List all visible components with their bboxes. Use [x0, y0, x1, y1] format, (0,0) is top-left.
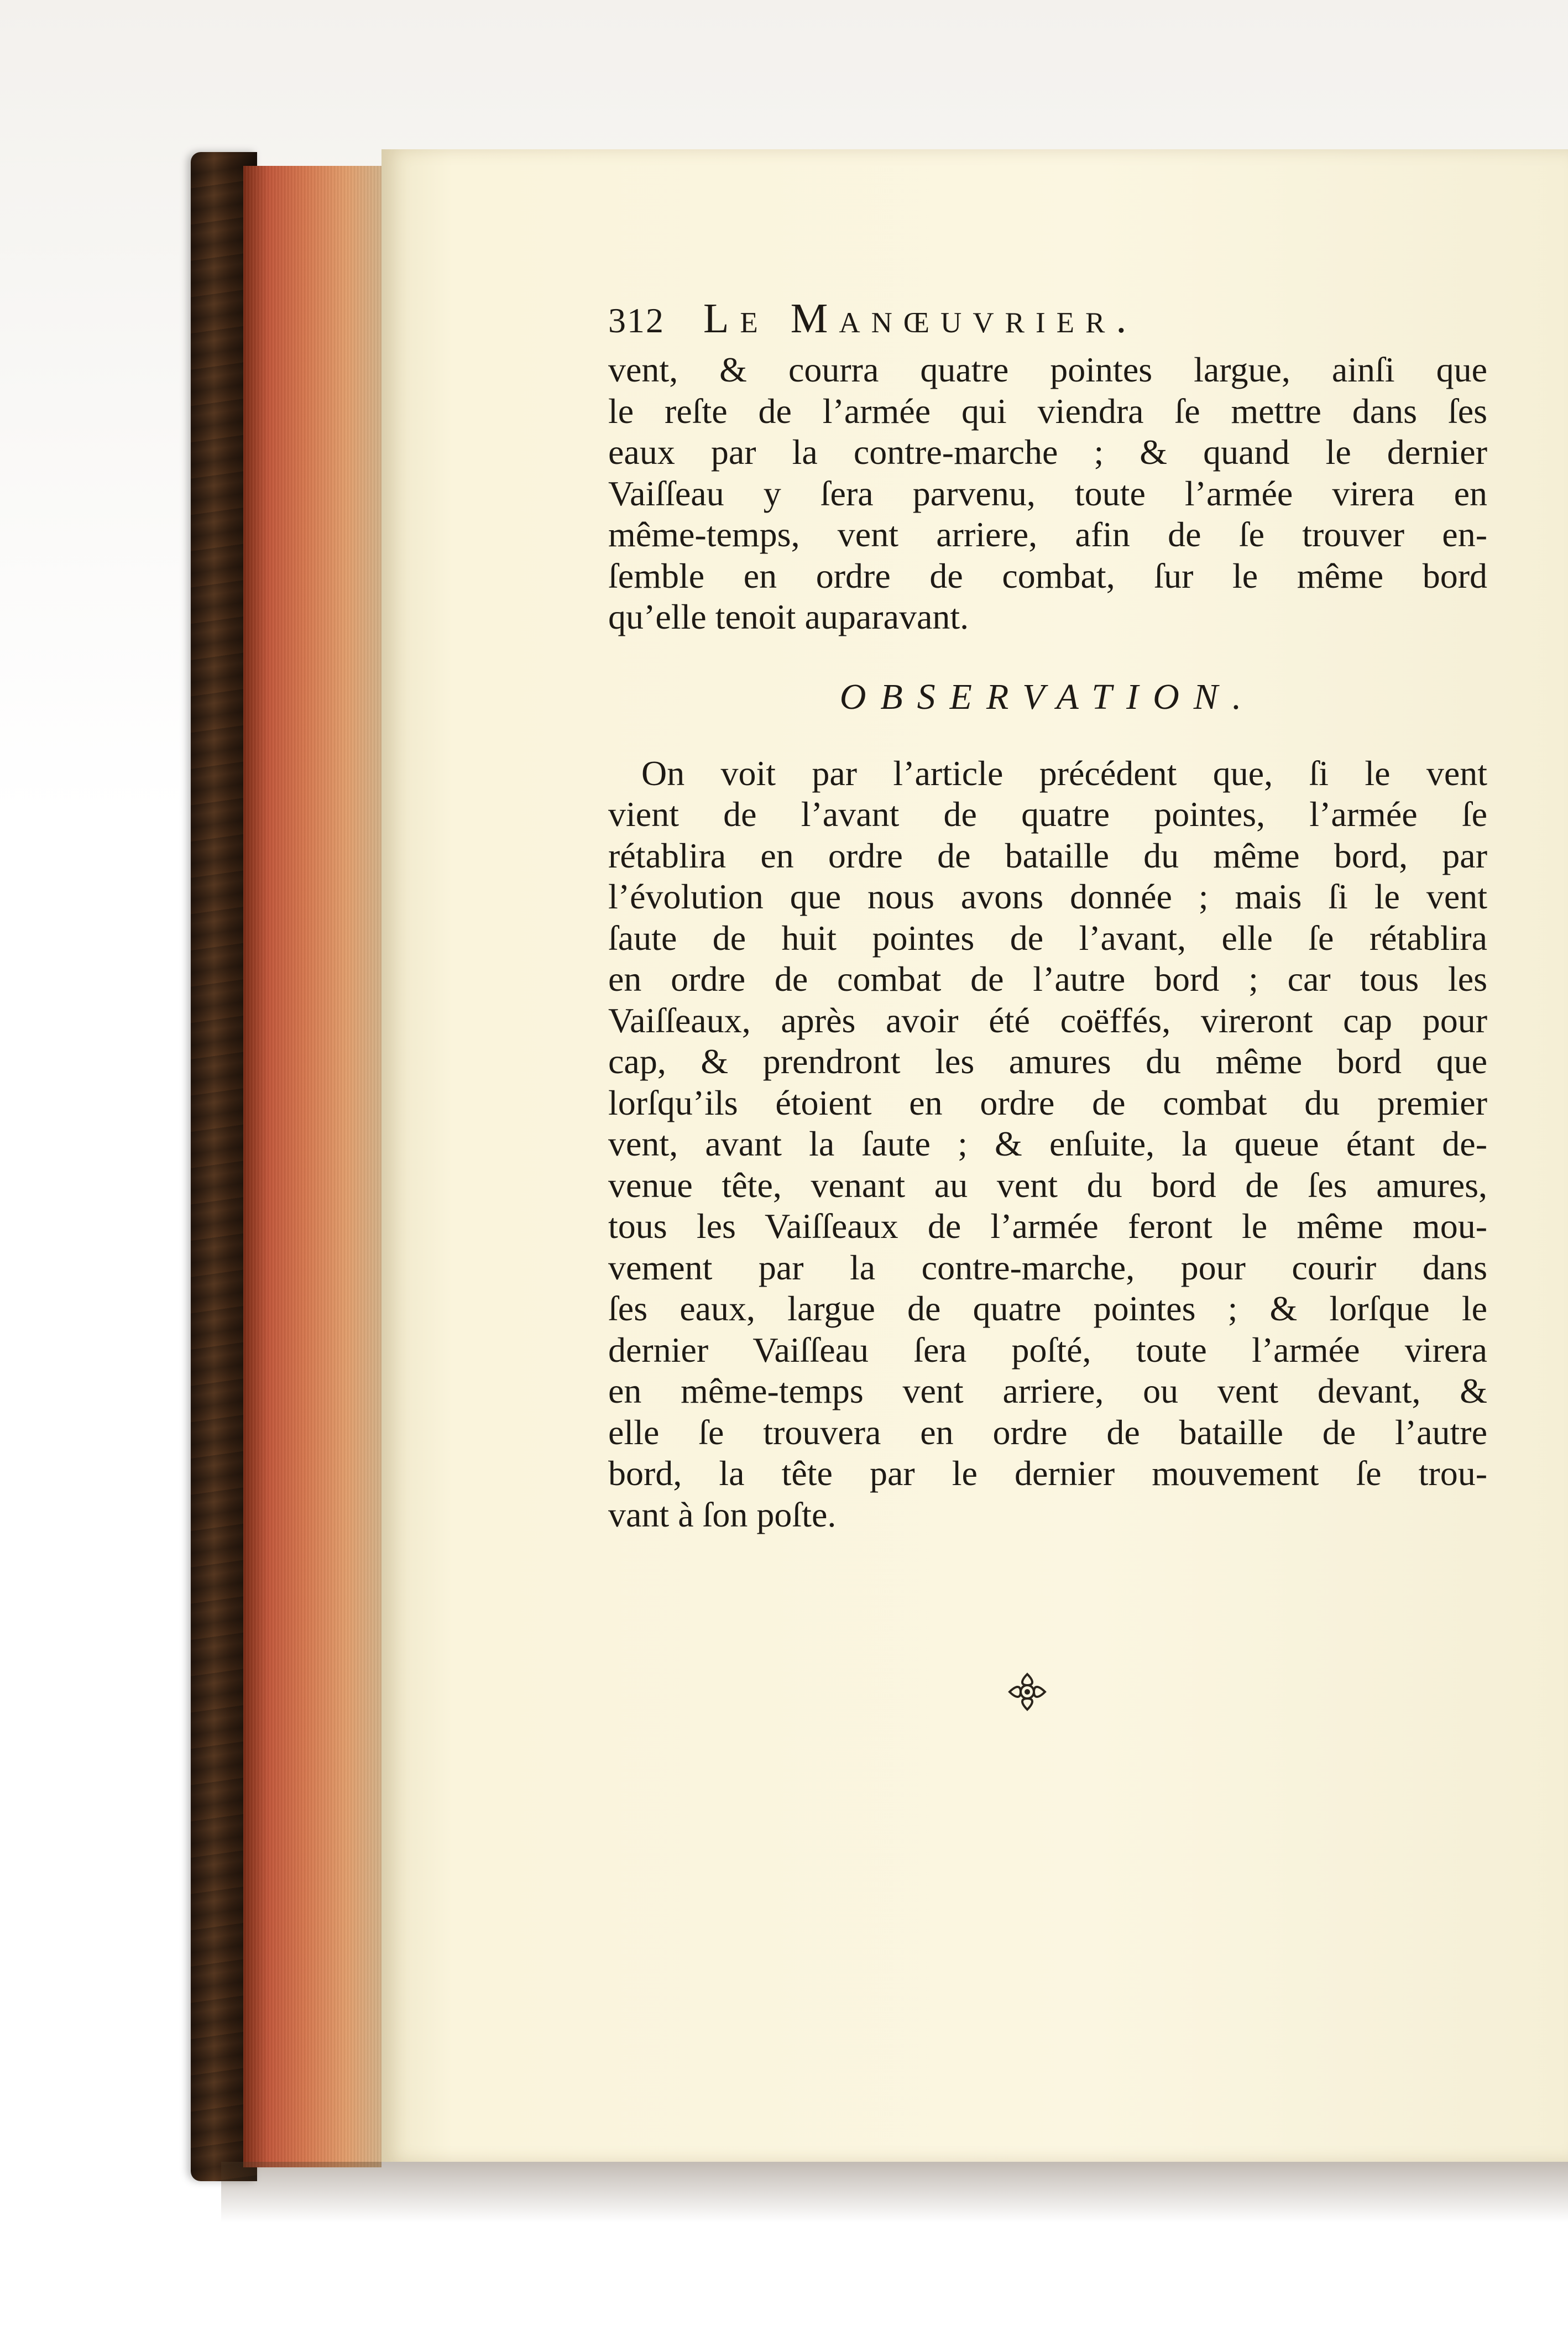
text-line: ſes eaux, largue de quatre pointes ; & lorſque le	[608, 1289, 1487, 1328]
text-line: Vaiſſeau y ſera parvenu, toute l’armée virera en	[608, 473, 1487, 513]
text-line: bord, la tête par le dernier mouvement ſe trou-	[608, 1454, 1487, 1493]
book-shadow	[221, 2162, 1568, 2223]
text-line: ſaute de huit pointes de l’avant, elle ſe rétablira	[608, 918, 1487, 958]
text-line: On voit par l’article précédent que, ſi le vent	[641, 753, 1487, 793]
text-line: en ordre de combat de l’autre bord ; car tous les	[608, 959, 1487, 999]
text-line: vant à ſon poſte.	[608, 1494, 837, 1534]
running-title: Le Manœuvrier.	[703, 295, 1138, 342]
text-line: venue tête, venant au vent du bord de ſes amures,	[608, 1165, 1487, 1205]
text-line: vement par la contre-marche, pour courir dans	[608, 1247, 1487, 1287]
paragraph-continued	[608, 349, 1487, 638]
text-line: vent, & courra quatre pointes largue, ainſi que	[608, 350, 1487, 389]
text-line: ſemble en ordre de combat, ſur le même bord	[608, 556, 1487, 595]
text-line: en même-temps vent arriere, ou vent devant, &	[608, 1371, 1487, 1410]
page-block-edge	[243, 166, 381, 2167]
text-line: rétablira en ordre de bataille du même bord, par	[608, 835, 1487, 875]
text-line: dernier Vaiſſeau ſera poſté, toute l’armée virera	[608, 1330, 1487, 1370]
fleuron-ornament-icon	[1005, 1670, 1049, 1714]
observation-paragraph	[608, 753, 1487, 1536]
text-line: vent, avant la ſaute ; & enſuite, la queue étant de-	[608, 1124, 1487, 1163]
section-heading: OBSERVATION.	[839, 676, 1256, 717]
text-line: qu’elle tenoit auparavant.	[608, 597, 969, 636]
text-line: elle ſe trouvera en ordre de bataille de l’autre	[608, 1412, 1487, 1452]
text-line: vient de l’avant de quatre pointes, l’armée ſe	[608, 795, 1487, 834]
text-line: Vaiſſeaux, après avoir été coëffés, vireront cap pour	[608, 1000, 1487, 1040]
text-line: cap, & prendront les amures du même bord que	[608, 1042, 1487, 1081]
text-line: tous les Vaiſſeaux de l’armée feront le même mou-	[608, 1206, 1487, 1246]
text-line: l’évolution que nous avons donnée ; mais ſi le vent	[608, 877, 1487, 916]
text-line: lorſqu’ils étoient en ordre de combat du premier	[608, 1083, 1487, 1122]
running-header	[608, 293, 1487, 346]
text-line: même-temps, vent arriere, afin de ſe trouver en-	[608, 515, 1487, 554]
text-block	[608, 293, 1487, 1535]
text-line: le reſte de l’armée qui viendra ſe mettre dans ſes	[608, 391, 1487, 431]
page-number: 312	[608, 301, 665, 340]
text-line: eaux par la contre-marche ; & quand le dernier	[608, 432, 1487, 472]
